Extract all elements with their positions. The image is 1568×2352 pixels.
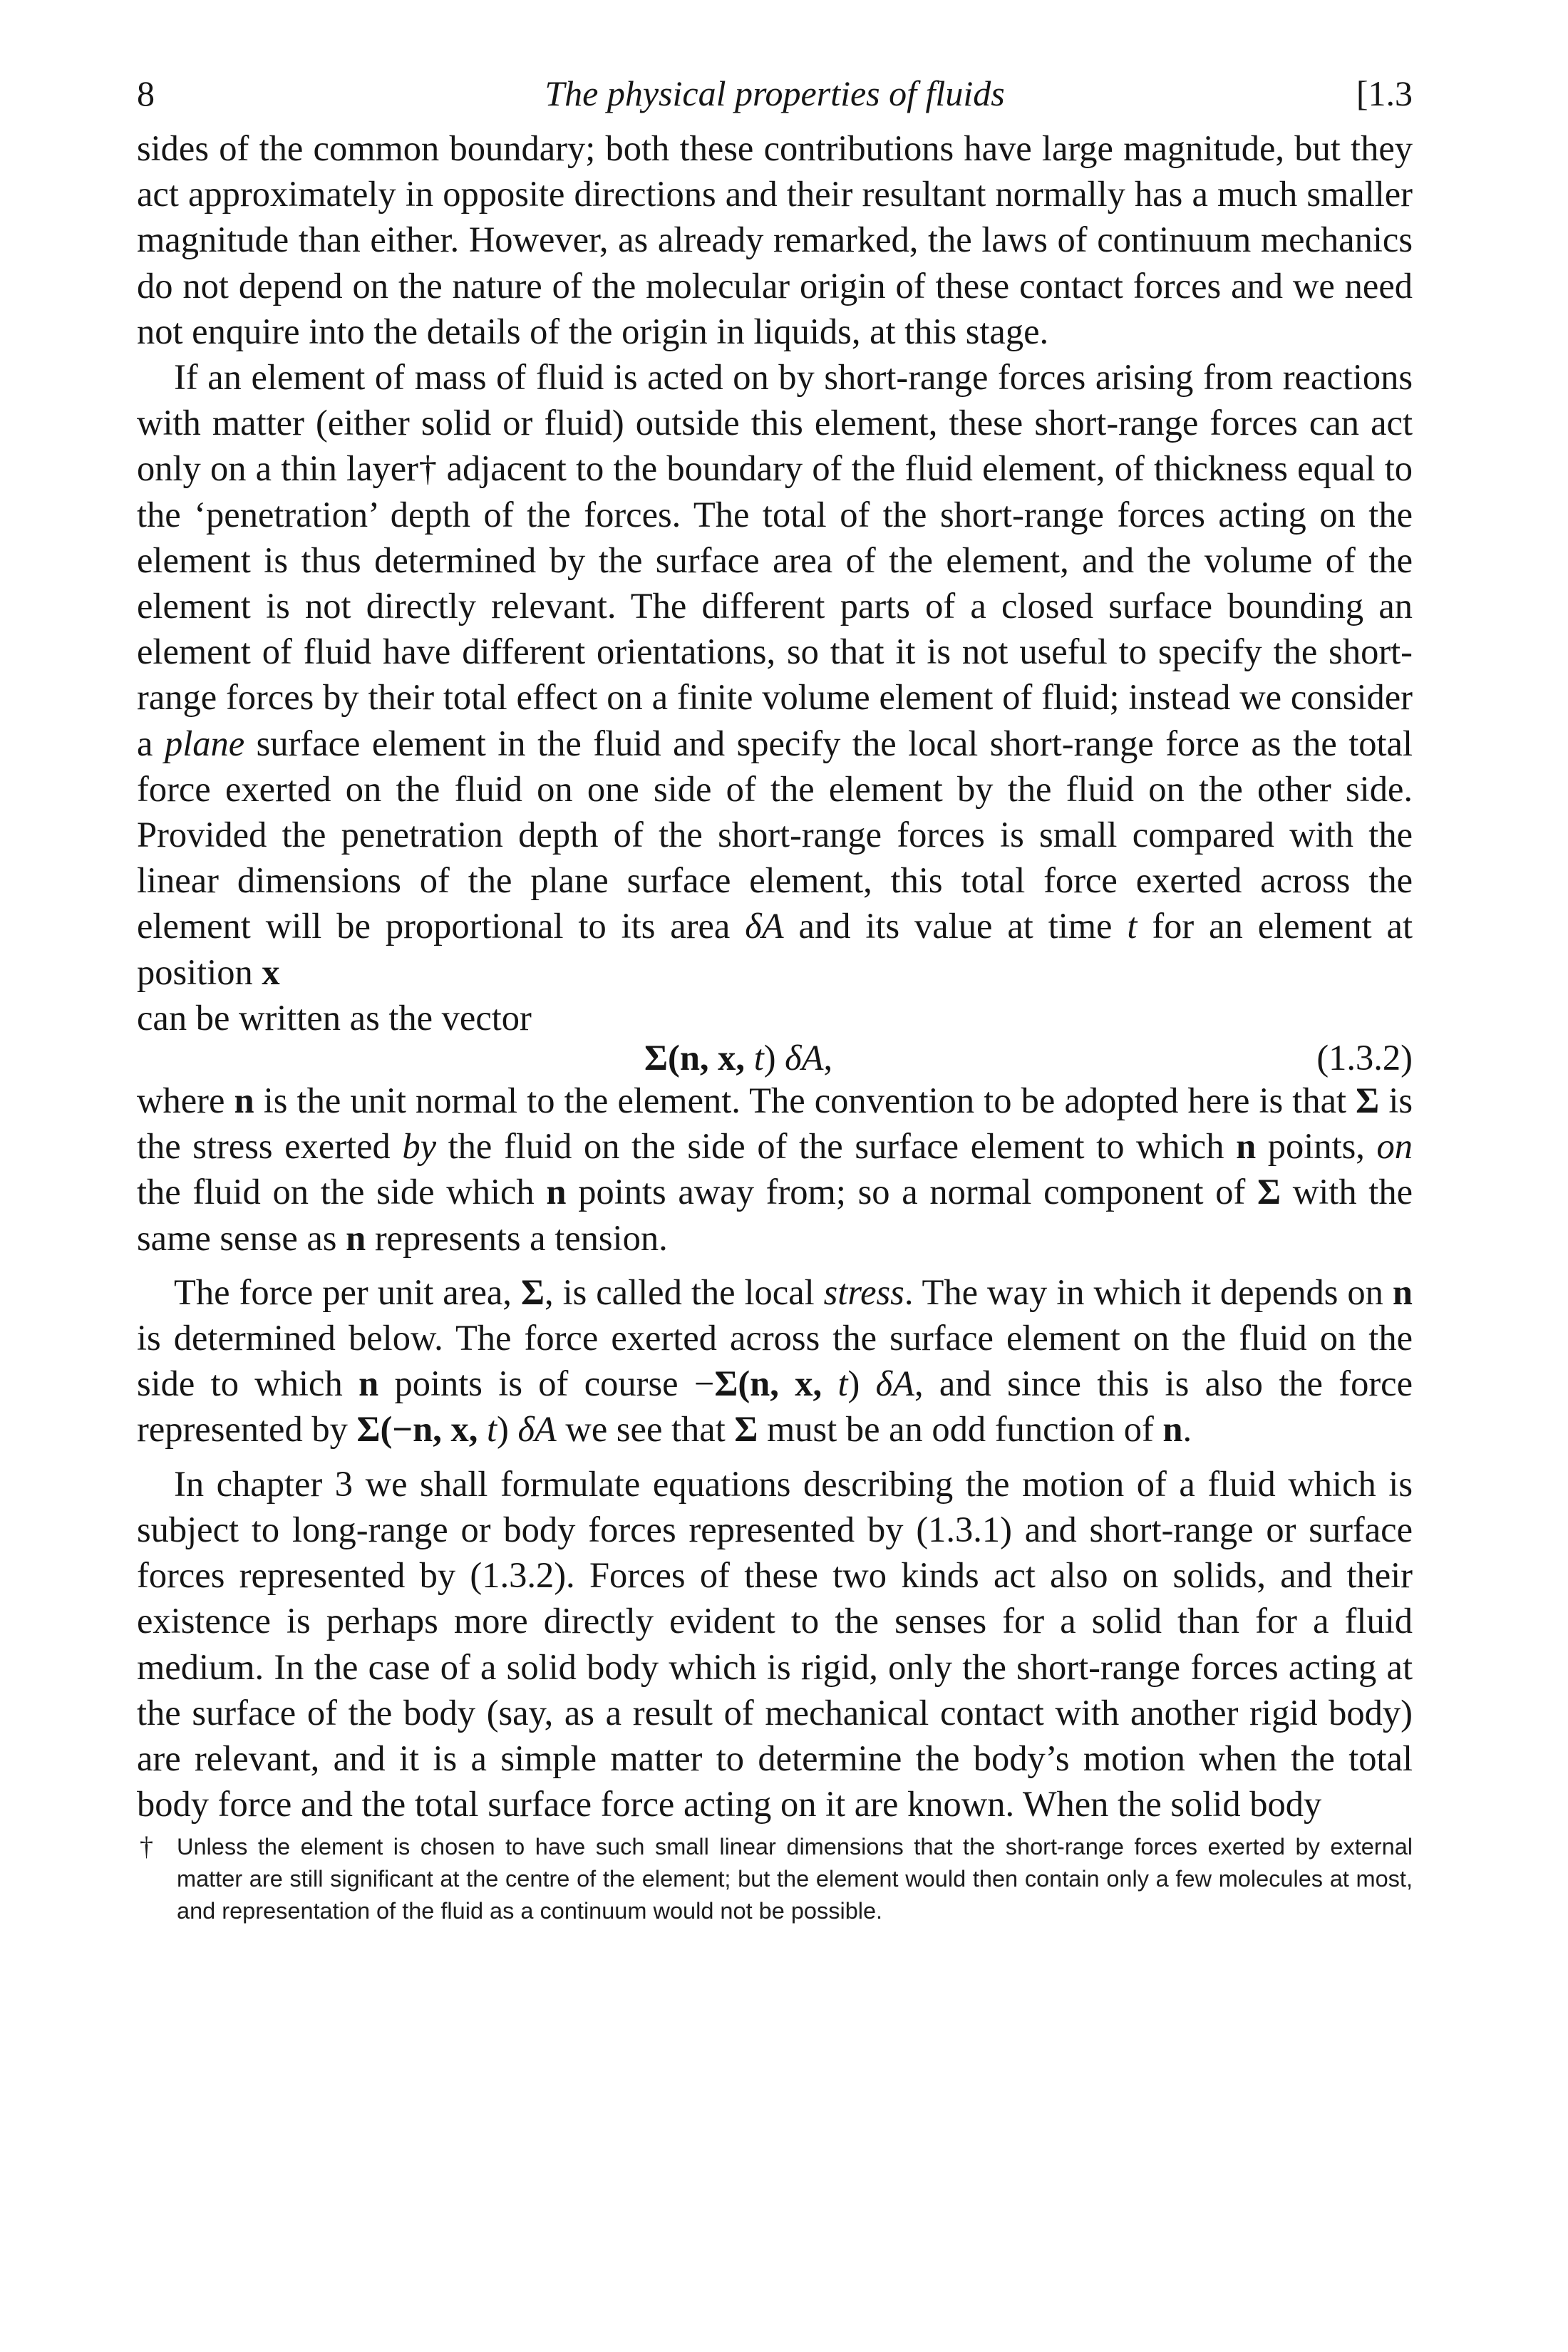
footnote [137,1831,1413,1927]
math-n: n [234,1080,254,1121]
text-run: points away from; so a normal component of [566,1172,1258,1212]
paragraph-local-stress [137,1269,1413,1453]
paragraph-continuation: sides of the common boundary; both these contributions have large magnitude, but they act approximately in opposite directions and their resultant normally has a much smaller magnitude than either. However, as already remarked, the laws of continuum mechanics do not depend on the nature of the molecular origin of these contact forces and we need not enquire into the details of the origin in liquids, at this stage. [137,128,1413,351]
math-sigma: Σ [644,1038,669,1078]
math-n: n [546,1172,567,1212]
text-run: . [1182,1409,1192,1450]
math-comma: , [823,1038,833,1078]
text-run: represents a tension. [366,1217,668,1258]
text-run: ) [496,1409,518,1450]
text-run: with the same sense as [137,1172,1413,1258]
text-run: is the stress exerted [137,1080,1413,1167]
text-run: points is of course − [378,1363,715,1404]
running-title: The physical properties of fluids [545,73,1005,113]
math-x: x [262,951,280,992]
text-run: surface element in the fluid and specify the local short-range force as the total force exerted on the fluid on one side of the element by the fluid on the other side. Provided the penetration depth of the short-range forces is small compared with the linear dimensions of the plane surface element, this total force exerted across the element will be proportional to its area [137,723,1413,947]
text-run: , is called the local [544,1272,824,1312]
emphasis-plane: plane [164,723,245,763]
text-run: where [137,1080,234,1121]
text-run: points, [1256,1126,1377,1167]
text-run: The force per unit area, [174,1272,521,1312]
running-header [137,66,1413,121]
math-dA: δA [785,1038,824,1078]
math-close: ) [763,1038,785,1078]
math-t: t [753,1038,764,1078]
footnote-text: Unless the element is chosen to have such small linear dimensions that the short-range forces exerted by external matter are still significant at the centre of the element; but the element would then contain only a few molecules at most, and representation of the fluid as a continuum would not be possible. [177,1834,1413,1924]
math-sigma: Σ [356,1409,381,1450]
emphasis-stress: stress [823,1272,904,1312]
body-text [137,125,1413,1827]
footnote-reference: † [418,448,438,489]
math-n: n [346,1217,366,1258]
emphasis-by: by [402,1126,437,1167]
math-sigma: Σ [520,1272,545,1312]
text-run: for an element at position [137,906,1413,992]
section-marker: [1.3 [1356,73,1413,113]
text-run: we see that [556,1409,735,1450]
equation-1-3-2 [137,1031,1413,1076]
math-n: n [1392,1272,1413,1312]
page-number: 8 [137,73,155,113]
equation-number: (1.3.2) [1316,1038,1413,1078]
math-t: t [837,1363,848,1404]
math-n: n [1236,1126,1257,1167]
math-sigma: Σ [734,1409,758,1450]
math-n: n [359,1363,379,1404]
text-run: the fluid on the side which [137,1172,547,1212]
emphasis-on: on [1376,1126,1413,1167]
text-run: ) [847,1363,876,1404]
math-sigma: Σ [1356,1080,1380,1121]
equation-lead-in: can be written as the vector [137,997,532,1038]
text-run: adjacent to the boundary of the fluid element, of thickness equal to the ‘penetration’ depth of the forces. The total of the short-range forces acting on the element is thus determined by the surface area of the element, and the volume of the element is not directly relevant. The different parts of a closed surface bounding an element of fluid have different orientations, so that it is not useful to specify the short-range forces by their total effect on a finite volume element of fluid; instead we consider a [137,448,1413,763]
math-t: t [486,1409,497,1450]
math-n: n [1162,1409,1183,1450]
math-dA: δA [517,1409,557,1450]
math-args: (−n, x, [380,1409,487,1450]
footnote-mark: † [140,1832,153,1862]
text-run: is determined below. The force exerted across the surface element on the fluid on the side to which [137,1318,1413,1404]
paragraph-chapter-3: In chapter 3 we shall formulate equations describing the motion of a fluid which is subject to long-range or body forces represented by (1.3.1) and short-range or surface forces represented by (1.3.2). Forces of these two kinds act also on solids, and their existence is perhaps more directly evident to the senses for a solid than for a fluid medium. In the case of a solid body which is rigid, only the short-range forces acting at the surface of the body (say, as a result of mechanical contact with another rigid body) are relevant, and it is a simple matter to determine the body’s motion when the total body force and the total surface force acting on it are known. When the solid body [137,1463,1413,1825]
paragraph-short-range-forces [137,354,1413,995]
math-dA: δA [875,1363,914,1404]
text-run: must be an odd function of [758,1409,1163,1450]
math-args: (n, x, [738,1363,838,1404]
math-dA: δA [745,906,784,947]
paragraph-stress-convention [137,1078,1413,1261]
text-run: the fluid on the side of the surface element to which [436,1126,1237,1167]
equation-body [644,1035,832,1080]
text-run: . The way in which it depends on [904,1272,1393,1312]
text-run: If an element of mass of fluid is acted on by short-range forces arising from reactions with matter (either solid or fluid) outside this element, these short-range forces can act only on a thin layer [137,357,1413,489]
book-page [137,66,1413,1927]
math-args: (n, x, [668,1038,754,1078]
text-run: , and since this is also the force represented by [137,1363,1413,1450]
math-sigma: Σ [1257,1172,1281,1212]
text-run: and its value at time [783,906,1128,947]
math-sigma: Σ [714,1363,738,1404]
text-run: is the unit normal to the element. The convention to be adopted here is that [254,1080,1356,1121]
math-t: t [1127,906,1138,947]
